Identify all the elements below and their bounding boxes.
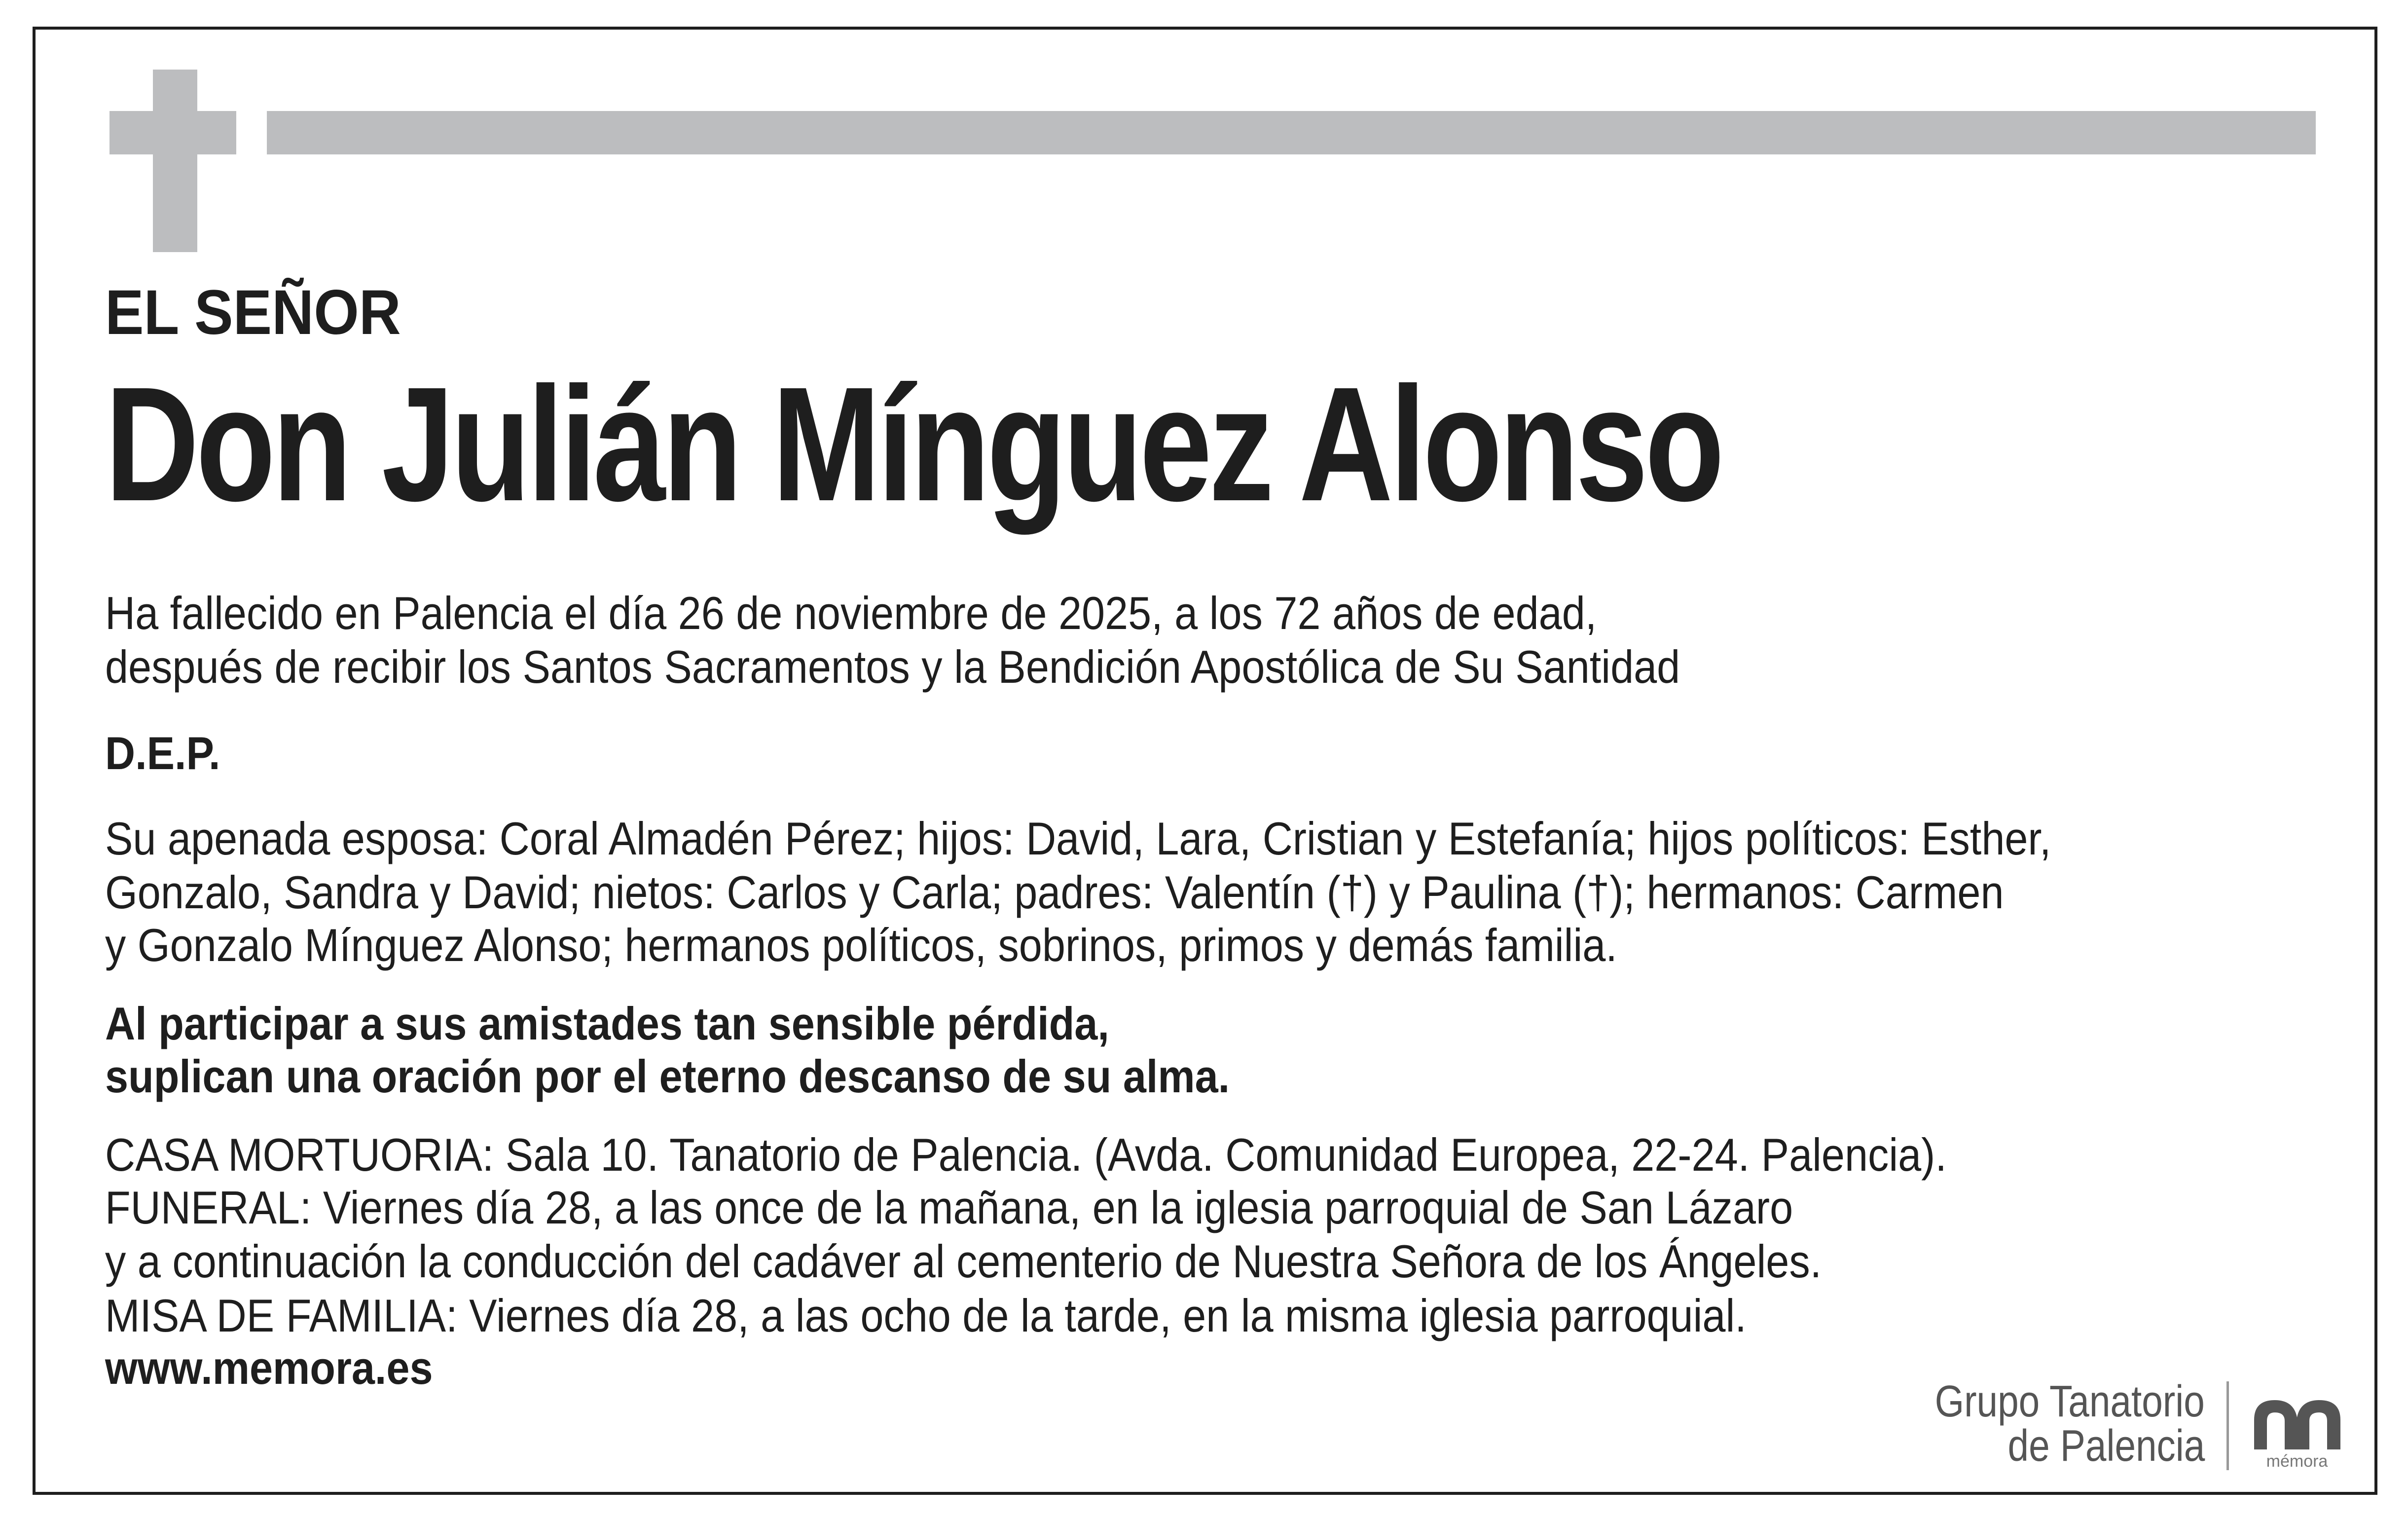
family-line: Gonzalo, Sandra y David; nietos: Carlos y Carla; padres: Valentín (†) y Paulina (†); hermanos: Carmen	[105, 866, 2004, 918]
cross-icon-horizontal	[109, 111, 236, 154]
website-link[interactable]: www.memora.es	[105, 1342, 433, 1394]
cross-icon-vertical	[153, 70, 197, 252]
memora-logo-icon	[2249, 1390, 2345, 1469]
memora-brand-text: mémora	[2266, 1452, 2328, 1469]
plea-line: suplican una oración por el eterno descanso de su alma.	[105, 1050, 1230, 1102]
footer-group-line1: Grupo Tanatorio	[1934, 1377, 2205, 1426]
header-rule	[267, 111, 2316, 154]
announcement-line: Ha fallecido en Palencia el día 26 de noviembre de 2025, a los 72 años de edad,	[105, 587, 1597, 639]
details-line: CASA MORTUORIA: Sala 10. Tanatorio de Palencia. (Avda. Comunidad Europea, 22-24. Palencia).	[105, 1129, 1947, 1181]
details-line: FUNERAL: Viernes día 28, a las once de la mañana, en la iglesia parroquial de San Lázaro	[105, 1182, 1793, 1233]
family-line: y Gonzalo Mínguez Alonso; hermanos políticos, sobrinos, primos y demás familia.	[105, 919, 1617, 971]
details-line: MISA DE FAMILIA: Viernes día 28, a las ocho de la tarde, en la misma iglesia parroquial.	[105, 1290, 1747, 1341]
announcement-line: después de recibir los Santos Sacramentos y la Bendición Apostólica de Su Santidad	[105, 641, 1680, 693]
deceased-name: Don Julián Mínguez Alonso	[105, 353, 1721, 535]
footer-divider	[2226, 1381, 2229, 1470]
plea-line: Al participar a sus amistades tan sensible pérdida,	[105, 998, 1109, 1049]
footer-group-line2: de Palencia	[2007, 1421, 2205, 1471]
details-line: y a continuación la conducción del cadáver al cementerio de Nuestra Señora de los Ángeles.	[105, 1235, 1822, 1287]
dep-label: D.E.P.	[105, 727, 220, 779]
family-line: Su apenada esposa: Coral Almadén Pérez; hijos: David, Lara, Cristian y Estefanía; hijos políticos: Esther,	[105, 813, 2051, 864]
title-honorific: EL SEÑOR	[105, 277, 401, 348]
